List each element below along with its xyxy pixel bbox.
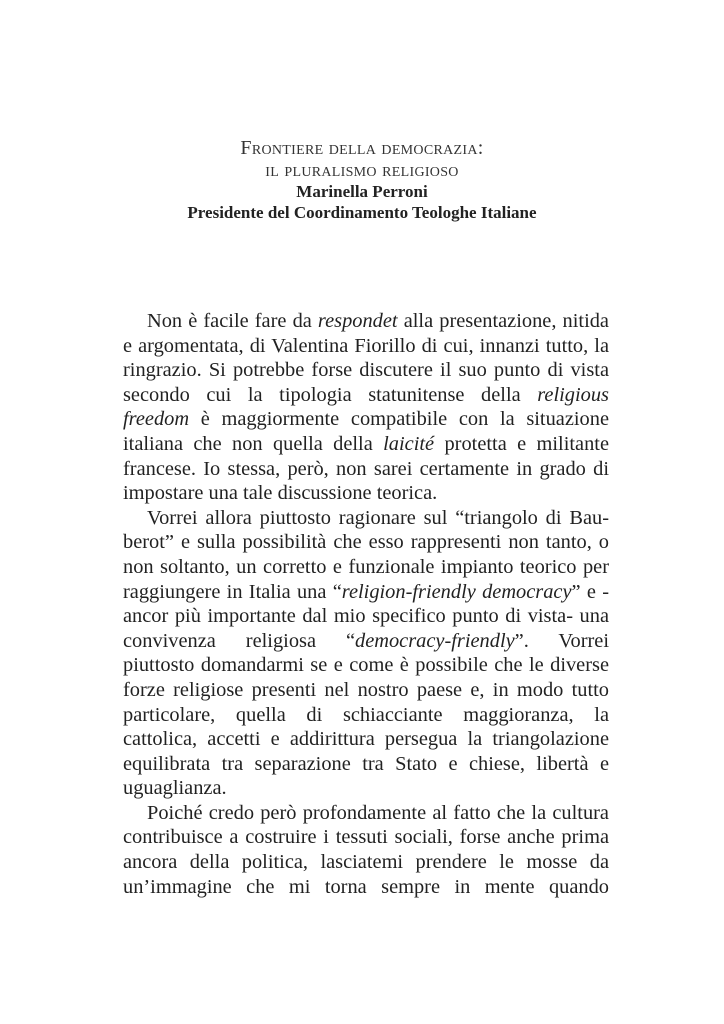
paragraph-1-text-b: alla presentazione, nitida e argomentata, di Valentina Fiorillo di cui, innanzi tutto, la ringrazio. Si potrebbe forse discutere il suo punto di vista secondo cui la tipologia statunitense della: [123, 310, 609, 406]
paragraph-1-italic-respondet: respondet: [317, 310, 398, 332]
paragraph-2-text-a: Vorrei allora piuttosto ragionare sul “triangolo di Bauberot” e sulla possibilità che esso rappresenti non tanto, o non soltanto, un corretto e funzionale impianto teorico per raggiungere in Italia una “: [123, 506, 609, 603]
author-role: Presidente del Coordinamento Teologhe Italiane: [187, 203, 537, 222]
paragraph-2-text-c: ”. Vorrei piuttosto domandarmi se e come è possibile che le diverse forze religiose presenti nel nostro paese e, in modo tutto particolare, quella di schiacciante maggioranza, la cattolica, accetti e addirittura persegua la triangolazione equilibrata tra separazione tra Stato e chiese, libertà e uguaglianza.: [123, 629, 609, 800]
paragraph-1-text-c: è maggiormente compatibile con la situazione italiana che non quella della: [123, 408, 609, 455]
paragraph-1-italic-laicite: laicité: [383, 432, 435, 455]
paragraph-2-text-b: ” e -ancor più importante dal mio specifico punto di vista- una convivenza religiosa “: [123, 580, 609, 652]
paragraph-1: [123, 309, 609, 506]
paragraph-3: [123, 801, 609, 899]
paragraph-2-italic-religion-friendly: religion-friendly democracy: [341, 580, 572, 603]
chapter-title-line-2: il pluralismo religioso: [265, 159, 459, 181]
paragraph-2: [123, 506, 609, 801]
chapter-title-line-1: Frontiere della democrazia:: [240, 137, 484, 159]
body-text: [123, 309, 609, 899]
paragraph-2-italic-democracy-friendly: democracy-friendly: [355, 629, 515, 652]
author-name: Marinella Perroni: [296, 182, 428, 201]
chapter-header: [0, 137, 724, 224]
paragraph-1-text-a: Non è facile fare da: [147, 310, 318, 332]
paragraph-3-text-a: Poiché credo però profondamente al fatto che la cultura contribuisce a costruire i tessuti sociali, forse anche prima ancora della politica, lasciatemi prendere le mosse da un’immagine che mi torna sempre in mente quando: [123, 801, 609, 898]
paragraph-1-text-d: protetta e militante francese. Io stessa, però, non sarei certamente in grado di impostare una tale discussione teorica.: [123, 432, 609, 505]
paragraph-1-italic-religious-freedom: religious freedom: [123, 383, 609, 431]
